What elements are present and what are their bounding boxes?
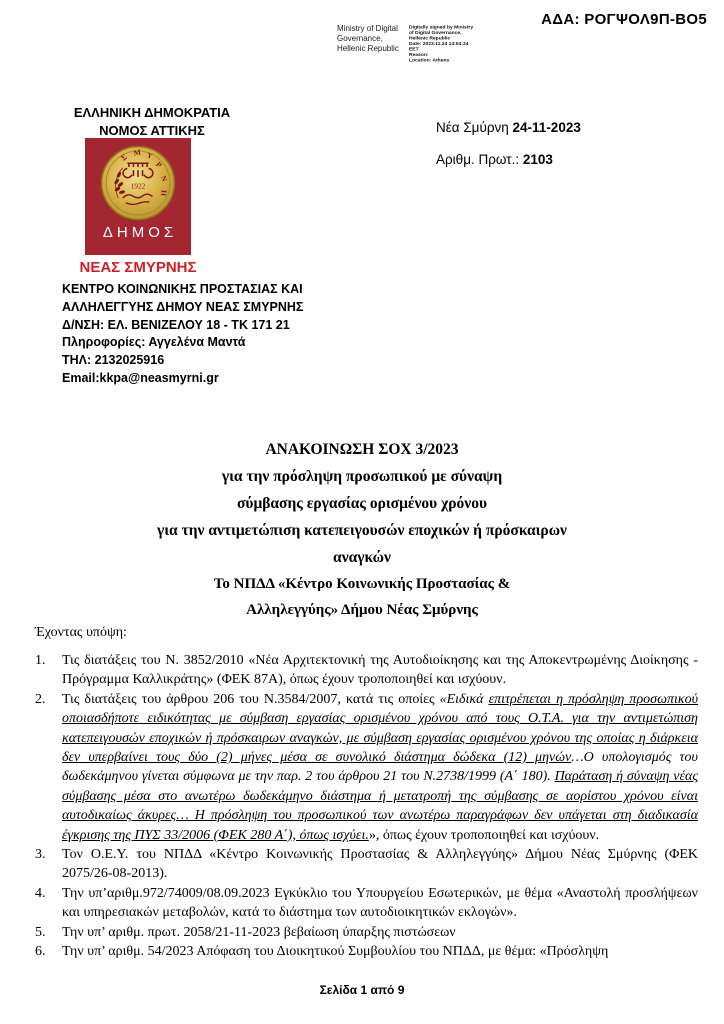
signature-details xyxy=(409,24,489,63)
coin-letter-5: Η xyxy=(159,189,169,197)
signature-details-line-1: of Digital Governance, xyxy=(409,29,462,35)
having-regard-label: Έχοντας υπόψη: xyxy=(35,625,127,640)
date-line: Νέα Σμύρνη 24-11-2023 xyxy=(436,120,581,135)
signature-authority xyxy=(337,24,405,84)
signature-details-line-4: EET xyxy=(409,46,419,52)
org-line-3: Πληροφορίες: Αγγελένα Μαντά xyxy=(62,335,246,350)
considerations-list xyxy=(35,651,698,962)
country-label: ΕΛΛΗΝΙΚΗ ΔΗΜΟΚΡΑΤΙΑ xyxy=(73,105,231,120)
signature-authority-line-2: Hellenic Republic xyxy=(337,44,399,53)
issuer-line-0: Το ΝΠΔΔ «Κέντρο Κοινωνικής Προστασίας & xyxy=(213,576,511,592)
item-number-1: 1. xyxy=(35,653,46,668)
consideration-item-3: 3. Τον Ο.Ε.Υ. του ΝΠΔΔ «Κέντρο Κοινωνικής Προστασίας & Αλληλεγγύης» Δήμου Νέας Σμύρνης (ΦΕΚ 2075/26-08-2013). xyxy=(35,847,698,882)
logo-dimos-label: ΔΗΜΟΣ xyxy=(102,224,178,241)
consideration-item-6: 6. Την υπ’ αριθμ. 54/2023 Απόφαση του Διοικητικού Συμβουλίου του ΝΠΔΔ, με θέμα: «Πρόσληψη xyxy=(35,942,698,961)
org-line-5: Email:kkpa@neasmyrni.gr xyxy=(62,370,219,385)
item-number-4: 4. xyxy=(35,885,46,901)
item-number-2: 2. xyxy=(35,691,46,707)
org-line-1: ΑΛΛΗΛΕΓΓΥΗΣ ΔΗΜΟΥ ΝΕΑΣ ΣΜΥΡΝΗΣ xyxy=(62,299,304,314)
title-line-4: αναγκών xyxy=(333,549,391,566)
coin-year: 1922 xyxy=(130,182,146,191)
signature-authority-line-1: Governance, xyxy=(337,34,383,43)
consideration-item-1: 1. Τις διατάξεις του Ν. 3852/2010 «Νέα Αρχιτεκτονική της Αυτοδιοίκησης και της Αποκεντρωμένης Διοίκησης - Πρόγραμμα Καλλικράτης» (ΦΕΚ 87Α), όπως έχουν τροποποιηθεί και ισχύουν. xyxy=(35,653,698,688)
coin-letter-2: Υ xyxy=(145,150,154,161)
title-line-3: για την αντιμετώπιση κατεπειγουσών εποχικών ή πρόσκαιρων xyxy=(157,522,567,539)
org-line-4: ΤΗΛ: 2132025916 xyxy=(62,353,165,368)
item-number-3: 3. xyxy=(35,847,46,863)
item-number-6: 6. xyxy=(35,944,46,960)
title-line-1: για την πρόσληψη προσωπικού με σύναψη xyxy=(221,468,503,485)
coin-letter-3: Ρ xyxy=(154,159,164,170)
announcement-title xyxy=(0,436,724,571)
coin-letter-1: Μ xyxy=(132,147,142,158)
signature-details-line-6: Location: Athens xyxy=(409,57,450,63)
page-number: Σελίδα 1 από 9 xyxy=(319,983,405,997)
issuer-block xyxy=(0,571,724,623)
signature-details-wrap xyxy=(409,24,489,84)
signature-details-line-5: Reason: xyxy=(409,51,429,57)
signature-details-line-2: Hellenic Republic xyxy=(409,35,451,41)
consideration-item-2: 2. Τις διατάξεις του άρθρου 206 του Ν.3584/2007, κατά τις οποίες «Ειδικά επιτρέπεται η πρόσληψη προσωπικού οποιασδήποτε ειδικότητας με σύμβαση εργασίας ορισμένου χρόνου από τους Ο.Τ.Α. για την αντιμετώπιση κατεπειγουσών εποχικών ή πρόσκαιρων αναγκών, με σύμβαση εργασίας ορισμένου χρόνου της οποίας η διάρκεια δεν υπερβαίνει τους δύο (2) μήνες μέσα σε συνολικό διάστημα δώδεκα (12) μηνών…Ο υπολογισμός του δωδεκάμηνου γίνεται σύμφωνα με την παρ. 2 του άρθρου 21 του Ν.2738/1999 (Α΄ 180). Παράταση ή σύναψη νέας σύμβασης μέσα στο ανωτέρω δωδεκάμηνο διάστημα ή μετατροπή της σύμβασης σε αορίστου χρόνου είναι αυτοδικαίως άκυρες… Η πρόσληψη του προσωπικού των ανωτέρω παραγράφων δεν υπάγεται στη διαδικασία έγκρισης της ΠΥΣ 33/2006 (ΦΕΚ 280 Α΄), όπως ισχύει.», όπως έχουν τροποποιηθεί και ισχύουν. xyxy=(35,691,698,843)
prefecture-label: ΝΟΜΟΣ ΑΤΤΙΚΗΣ xyxy=(99,123,205,138)
municipality-logo xyxy=(79,138,197,276)
title-line-0: ΑΝΑΚΟΙΝΩΣΗ ΣΟΧ 3/2023 xyxy=(265,441,459,458)
signature-details-line-3: Date: 2023.11.24 14:04:24 xyxy=(409,40,469,46)
date-protocol-block xyxy=(436,120,581,167)
consideration-item-4: 4. Την υπ’αριθμ.972/74009/08.09.2023 Εγκύκλιο του Υπουργείου Εσωτερικών, με θέμα «Αναστολή προσλήψεων και υπηρεσιακών μεταβολών, κατά το διάστημα των αυτοδιοικητικών εκλογών». xyxy=(35,885,698,921)
coin-emblem-icon xyxy=(100,145,176,221)
issuer-line-1: Αλληλεγγύης» Δήμου Νέας Σμύρνης xyxy=(246,602,478,618)
coin-letter-0: Σ xyxy=(119,152,129,163)
ada-code: ΑΔΑ: ΡΟΓΨΟΛ9Π-ΒΟ5 xyxy=(541,11,707,28)
coin-letter-4: Ν xyxy=(158,174,170,183)
protocol-line: Αριθμ. Πρωτ.: 2103 xyxy=(436,152,553,167)
logo-square xyxy=(85,138,191,255)
signature-details-line-0: Digitally signed by Ministry xyxy=(409,24,474,30)
org-block xyxy=(62,281,303,388)
header-left xyxy=(62,104,242,140)
protocol-number: 2103 xyxy=(522,152,553,167)
title-line-2: σύμβασης εργασίας ορισμένου χρόνου xyxy=(236,495,488,512)
date-value: 24-11-2023 xyxy=(512,120,581,135)
consideration-item-5: 5. Την υπ’ αριθμ. πρωτ. 2058/21-11-2023 βεβαίωση ύπαρξης πιστώσεων xyxy=(35,923,698,942)
org-line-0: ΚΕΝΤΡΟ ΚΟΙΝΩΝΙΚΗΣ ΠΡΟΣΤΑΣΙΑΣ ΚΑΙ xyxy=(62,282,303,296)
item-number-5: 5. xyxy=(35,924,46,940)
signature-authority-line-0: Ministry of Digital xyxy=(337,24,398,33)
logo-municipality-name: ΝΕΑΣ ΣΜΥΡΝΗΣ xyxy=(79,259,197,276)
org-line-2: Δ/ΝΣΗ: ΕΛ. ΒΕΝΙΖΕΛΟΥ 18 - ΤΚ 171 21 xyxy=(62,317,290,332)
digital-signature-stamp xyxy=(337,24,489,84)
